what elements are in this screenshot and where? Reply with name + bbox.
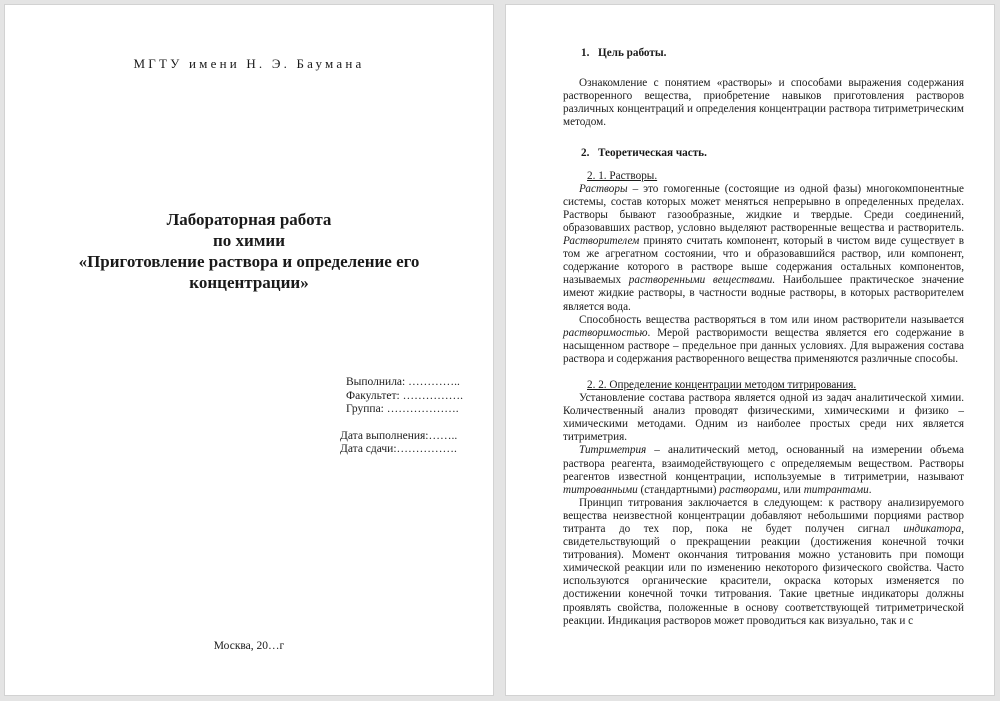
report-title (5, 209, 493, 293)
author-info (340, 376, 463, 457)
date-performed-field: Дата выполнения:…….. (340, 429, 458, 442)
performed-by-field: Выполнила: ………….. (346, 376, 460, 388)
faculty-field: Факультет: ……………. (346, 389, 464, 402)
titration-paragraph-1: Установление состава раствора является одной из задач аналитической химии. Количественный анализ проводят физическими, химическими и физико – химическими методами. Одним из наиболее простых среди них является титриметрия. (563, 392, 964, 444)
date-submitted-field: Дата сдачи:……………. (340, 443, 457, 455)
solutions-paragraph-2: Способность вещества растворяться в том или ином растворители называется растворимостью. Мерой растворимости вещества является его содержание в насыщенном растворе – предельное при данных условиях. Для выражения состава раствора и содержания растворенного вещества применяются различные способы. (563, 313, 964, 365)
section-1-heading (563, 47, 964, 60)
title-line-4: концентрации» (189, 273, 309, 292)
section-1-text: Ознакомление с понятием «растворы» и способами выражения содержания растворенного вещества, приобретение навыков приготовления растворов различных концентраций и определения концентрации раствора титриметрическим методом. (563, 77, 964, 129)
section-1-title: Цель работы. (598, 47, 667, 59)
subsection-2-2-heading: 2. 2. Определение концентрации методом титрирования. (587, 378, 857, 391)
subsection-2-1-heading: 2. 1. Растворы. (587, 169, 658, 182)
section-2-number: 2. (581, 147, 590, 160)
solutions-paragraph-1: Растворы – это гомогенные (состоящие из одной фазы) многокомпонентные системы, состав которых может меняться непрерывно в определенных пределах. Растворы бывают газообразные, жидкие и твердые. Среди соединений, образовавших раствор, условно выделяют растворенные вещества и растворитель. Растворителем принято считать компонент, который в чистом виде существует в том же агрегатном состоянии, что и образовавшийся раствор, или компонент, содержание которого в растворе выше содержания остальных компонентов, называемых растворенными веществами. Наибольшее практическое значение имеют жидкие растворы, в частности водные растворы, в которых растворителем является вода. (563, 182, 964, 313)
title-page (5, 5, 493, 695)
content-page (506, 5, 994, 695)
document-body (563, 47, 964, 628)
title-line-1: Лабораторная работа (166, 210, 332, 229)
city-year: Москва, 20…г (213, 640, 285, 652)
section-1-number: 1. (581, 47, 590, 59)
titration-paragraph-3: Принцип титрования заключается в следующем: к раствору анализируемого вещества неизвестной концентрации добавляют небольшими порциями раствор титранта до тех пор, пока не будет получен сигнал индикатора, свидетельствующий о прекращении реакции (достижения конечной точки титрования). Момент окончания титрования можно установить при помощи химической реакции или по изменению некоторого физического свойства. Часто используются органические красители, окраска которых изменяется по достижении конечной точки титрования. Такие цветные индикаторы должны проявлять свойства, положенные в основу соответствующей титриметрической реакции. Индикация растворов может проводиться как визуально, так и с (563, 496, 964, 627)
section-2-title: Теоретическая часть. (598, 147, 707, 160)
group-field: Группа: ………………. (346, 403, 459, 415)
title-line-3: «Приготовление раствора и определение его (78, 252, 420, 271)
titration-paragraph-2: Титриметрия – аналитический метод, основанный на измерении объема раствора реагента, взаимодействующего с определяемым веществом. Растворы реагентов известной концентрации, используемые в титриметрии, называют титрованными (стандартными) растворами, или титрантами. (563, 444, 964, 496)
section-2-heading (563, 147, 964, 160)
title-line-2: по химии (212, 231, 285, 250)
university-name: МГТУ имени Н. Э. Баумана (133, 56, 365, 71)
